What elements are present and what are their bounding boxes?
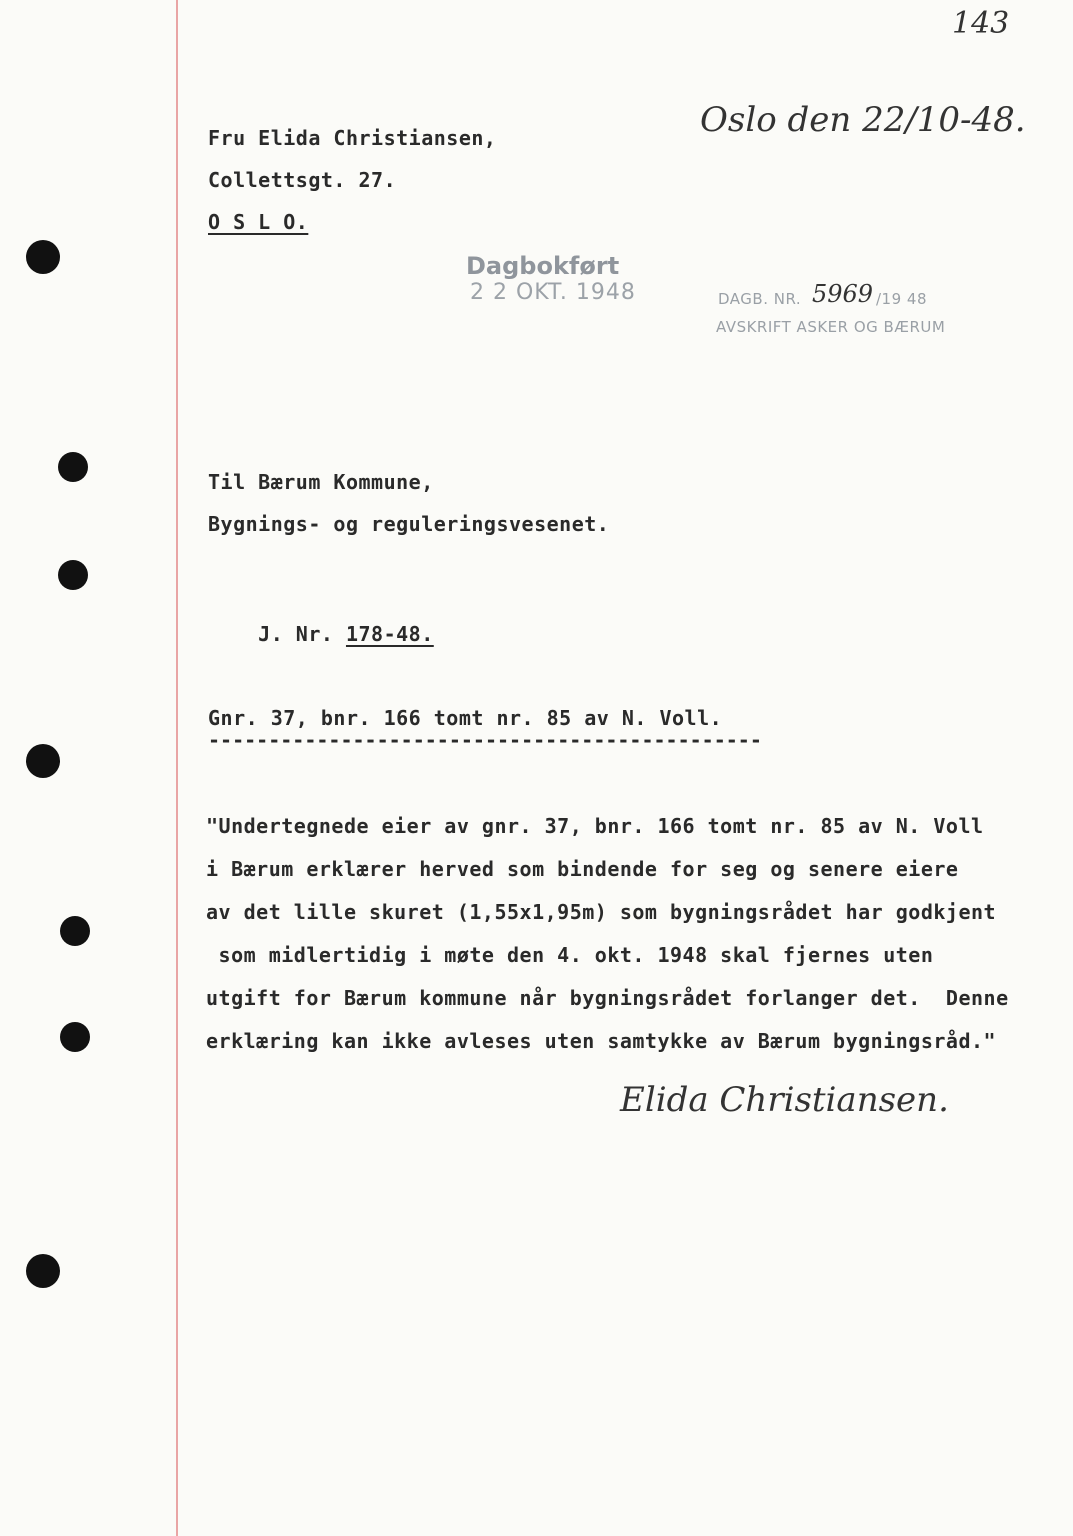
recipient-line-2: Bygnings- og reguleringsvesenet. (208, 512, 610, 536)
punch-hole (58, 452, 88, 482)
dagb-nr-label: DAGB. NR. (718, 290, 802, 308)
dagbokfort-stamp: Dagbokført (466, 252, 620, 280)
body-line: som midlertidig i møte den 4. okt. 1948 skal fjernes uten (206, 943, 934, 967)
sender-name: Fru Elida Christiansen, (208, 126, 497, 150)
punch-hole (26, 1254, 60, 1288)
punch-hole (26, 744, 60, 778)
margin-rule (176, 0, 178, 1536)
punch-hole (26, 240, 60, 274)
page-number: 143 (952, 6, 1010, 41)
punch-hole (58, 560, 88, 590)
subject-line: Gnr. 37, bnr. 166 tomt nr. 85 av N. Voll. (208, 706, 723, 730)
body-line: "Undertegnede eier av gnr. 37, bnr. 166 tomt nr. 85 av N. Voll (206, 814, 984, 838)
body-line: i Bærum erklærer herved som bindende for seg og senere eiere (206, 857, 959, 881)
sender-street: Collettsgt. 27. (208, 168, 397, 192)
avskrift-stamp: AVSKRIFT ASKER OG BÆRUM (716, 318, 946, 336)
journal-label: J. Nr. (258, 622, 346, 646)
dagb-nr-value: 5969 (812, 280, 874, 308)
punch-hole (60, 916, 90, 946)
journal-line (208, 598, 434, 670)
dagb-year: /19 48 (876, 290, 927, 308)
body-line: av det lille skuret (1,55x1,95m) som bygningsrådet har godkjent (206, 900, 997, 924)
body-line: utgift for Bærum kommune når bygningsrådet forlanger det. Denne (206, 986, 1009, 1010)
recipient-line-1: Til Bærum Kommune, (208, 470, 434, 494)
body-line: erklæring kan ikke avleses uten samtykke av Bærum bygningsråd." (206, 1029, 997, 1053)
journal-value: 178-48. (345, 622, 434, 646)
place-date: Oslo den 22/10-48. (700, 100, 1026, 140)
subject-rule: ---------------------------------------------- (208, 728, 762, 752)
signature: Elida Christiansen. (620, 1080, 949, 1120)
sender-city: O S L O. (208, 210, 309, 234)
punch-hole (60, 1022, 90, 1052)
dagbokfort-date: 2 2 OKT. 1948 (470, 280, 636, 305)
